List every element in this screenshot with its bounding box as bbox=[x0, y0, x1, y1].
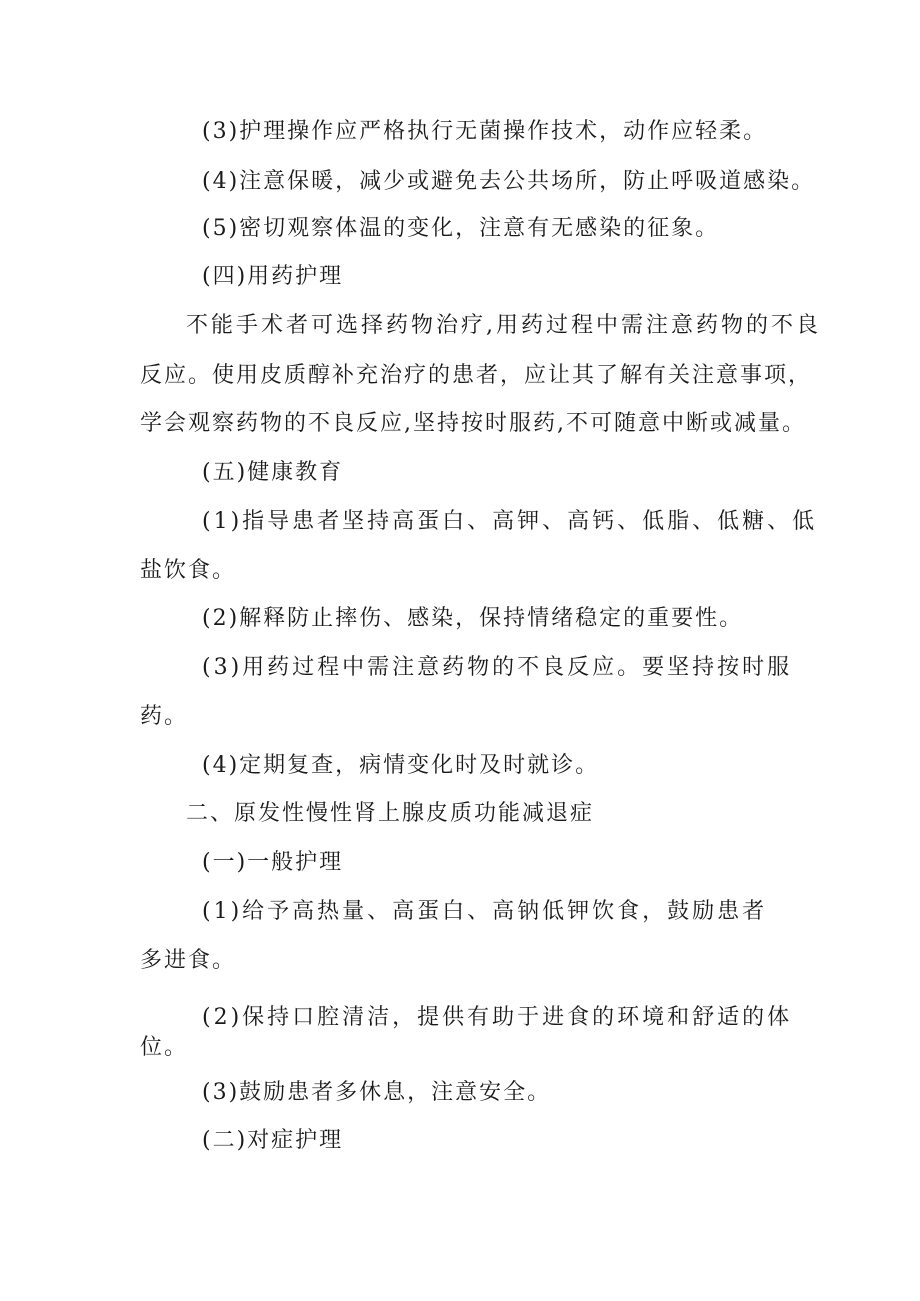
paragraph-medication-line-2: 反应。使用皮质醇补充治疗的患者，应让其了解有关注意事项， bbox=[140, 363, 813, 388]
item-3-aseptic-operation: (3)护理操作应严格执行无菌操作技术，动作应轻柔。 bbox=[202, 119, 768, 144]
section-heading-health-education: (五)健康教育 bbox=[202, 460, 344, 485]
paragraph-medication-line-1: 不能手术者可选择药物治疗,用药过程中需注意药物的不良 bbox=[186, 313, 821, 338]
item-3-medication-reaction-line-2: 药。 bbox=[140, 704, 189, 729]
item-3-medication-reaction-line-1: (3)用药过程中需注意药物的不良反应。要坚持按时服 bbox=[202, 655, 793, 680]
item-4-keep-warm: (4)注意保暖，减少或避免去公共场所，防止呼吸道感染。 bbox=[202, 169, 816, 194]
item-5-observe-temperature: (5)密切观察体温的变化，注意有无感染的征象。 bbox=[202, 216, 720, 241]
section-heading-general-care: (一)一般护理 bbox=[202, 850, 344, 875]
item-1-diet-guidance-line-2: 盐饮食。 bbox=[140, 558, 237, 583]
item-1-high-calorie-diet-line-2: 多进食。 bbox=[140, 948, 237, 973]
item-4-regular-checkup: (4)定期复查，病情变化时及时就诊。 bbox=[202, 753, 600, 778]
section-heading-symptomatic-care: (二)对症护理 bbox=[202, 1128, 344, 1153]
paragraph-medication-line-3: 学会观察药物的不良反应,坚持按时服药,不可随意中断或减量。 bbox=[140, 411, 806, 436]
item-1-high-calorie-diet-line-1: (1)给予高热量、高蛋白、高钠低钾饮食，鼓励患者 bbox=[202, 899, 768, 924]
item-2-explain-importance: (2)解释防止摔伤、感染，保持情绪稳定的重要性。 bbox=[202, 606, 744, 631]
item-3-rest-and-safety: (3)鼓励患者多休息，注意安全。 bbox=[202, 1080, 552, 1105]
chapter-heading-adrenal-insufficiency: 二、原发性慢性肾上腺皮质功能减退症 bbox=[186, 801, 595, 826]
item-1-diet-guidance-line-1: (1)指导患者坚持高蛋白、高钾、高钙、低脂、低糖、低 bbox=[202, 509, 818, 534]
item-2-oral-hygiene-line-1: (2)保持口腔清洁，提供有助于进食的环境和舒适的体 bbox=[202, 1005, 793, 1030]
item-2-oral-hygiene-line-2: 位。 bbox=[140, 1035, 189, 1060]
section-heading-medication-care: (四)用药护理 bbox=[202, 264, 344, 289]
